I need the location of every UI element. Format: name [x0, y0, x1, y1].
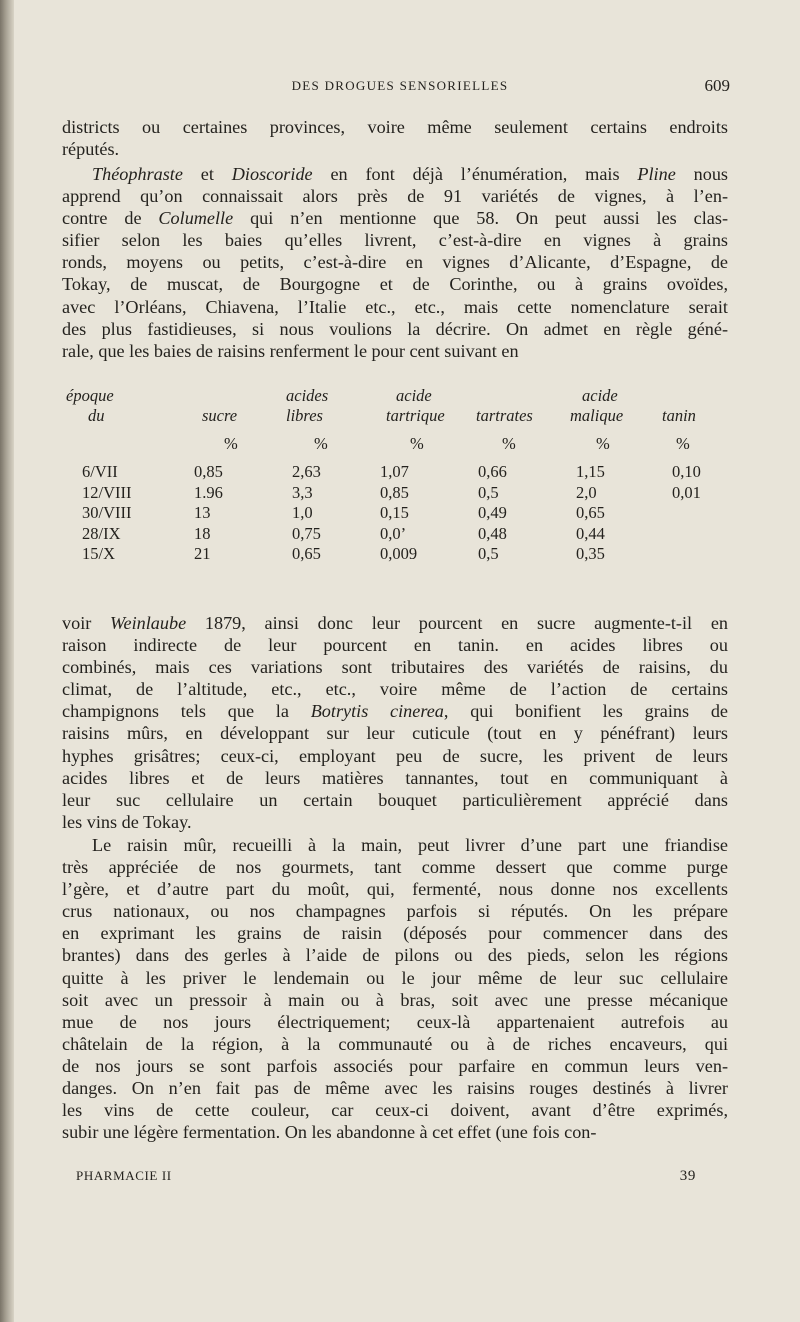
text-line: raisins mûrs, en développant sur leur cuticule (tout en y pénéfrant) leurs — [62, 723, 728, 744]
unit-cell: % — [224, 434, 238, 453]
row-date-cell: 15/X — [82, 544, 115, 563]
table-cell: 0,66 — [478, 462, 507, 481]
text-line: subir une légère fermentation. On les abandonne à cet effet (une fois con- — [62, 1122, 597, 1143]
running-header — [60, 76, 740, 98]
header-libres: libres — [286, 406, 323, 425]
text-line: réputés. — [62, 139, 120, 160]
text-line: sifier selon les baies qu’elles livrent, c’est-à-dire en vignes à grains — [62, 230, 728, 251]
text-line: les vins de Tokay. — [62, 811, 192, 832]
table-cell: 21 — [194, 544, 211, 563]
unit-cell: % — [314, 434, 328, 453]
table-cell: 0,10 — [672, 462, 701, 481]
text-line: leur suc cellulaire un certain bouquet particulièrement apprécié dans — [62, 789, 728, 810]
text-line: châtelain de la région, à la communauté ou à de riches encaveurs, qui — [62, 1033, 728, 1054]
header-epoque: époque — [66, 386, 114, 405]
header-acide-tartrique: acide — [396, 386, 432, 405]
table-cell: 0,0’ — [380, 523, 407, 543]
row-date-cell: 12/VIII — [82, 482, 132, 502]
header-tartrique: tartrique — [386, 406, 445, 425]
table-cell: 0,49 — [478, 503, 507, 522]
header-tanin: tanin — [662, 406, 696, 425]
text-line: acides libres et de leurs matières tannantes, tout en communiquant à — [62, 767, 728, 788]
text-line: très appréciée de nos gourmets, tant comme dessert que comme purge — [62, 857, 728, 878]
table-cell: 0,35 — [576, 544, 605, 563]
header-sucre: sucre — [202, 406, 238, 425]
table-cell: 3,3 — [292, 482, 313, 502]
table-cell: 2,63 — [292, 462, 321, 481]
header-du: du — [88, 406, 105, 425]
text-line: avec l’Orléans, Chiavena, l’Italie etc., etc., mais cette nomenclature serait — [62, 296, 728, 317]
table-header-bottom — [66, 406, 726, 426]
text-line: champignons tels que la Botrytis cinerea, qui bonifient les grains de — [62, 701, 728, 722]
header-tartrates: tartrates — [476, 406, 533, 425]
table-cell: 13 — [194, 503, 211, 522]
table-cell: 0,85 — [194, 462, 223, 481]
table-units-row — [66, 434, 726, 458]
footer-signature-number: 39 — [679, 1168, 696, 1184]
table-cell: 0,48 — [478, 523, 507, 543]
table-cell: 2,0 — [576, 482, 597, 502]
text-line: Le raisin mûr, recueilli à la main, peut livrer d’une part une friandise — [92, 835, 728, 855]
header-malique: malique — [570, 406, 624, 425]
text-line: les vins de cette couleur, car ceux-ci doivent, avant d’être exprimés, — [62, 1100, 728, 1121]
text-line: l’gère, et d’autre part du moût, qui, fermenté, nous donne nos excellents — [62, 879, 728, 900]
table-cell: 0,15 — [380, 503, 409, 522]
text-line: ronds, moyens ou petits, c’est-à-dire en vignes d’Alicante, d’Espagne, de — [62, 252, 728, 273]
table-cell: 0,65 — [292, 544, 321, 563]
row-date-cell: 28/IX — [82, 523, 121, 543]
text-line: raison indirecte de leur pourcent en tanin. en acides libres ou — [62, 635, 728, 656]
paragraph-3 — [62, 612, 728, 833]
text-line: brantes) dans des gerles à l’aide de pilons ou des pieds, selon les régions — [62, 945, 728, 966]
paragraph-4 — [62, 834, 728, 1143]
row-date-cell: 30/VIII — [82, 503, 132, 522]
text-line: quitte à les priver le lendemain ou le jour même de leur suc cellulaire — [62, 967, 728, 988]
text-line: districts ou certaines provinces, voire même seulement certains endroits — [62, 117, 728, 137]
table-cell: 0,009 — [380, 544, 418, 563]
text-line: Théophraste et Dioscoride en font déjà l’énumération, mais Pline nous — [92, 164, 728, 184]
unit-cell: % — [676, 434, 690, 453]
unit-cell: % — [410, 434, 424, 453]
text-line: crus nationaux, ou nos champagnes parfois si réputés. On les prépare — [62, 901, 728, 922]
table-row — [66, 462, 726, 483]
text-line: apprend qu’on connaissait alors près de 91 variétés de vignes, à l’en- — [62, 186, 728, 207]
composition-table — [66, 386, 726, 565]
header-acides: acides — [286, 386, 329, 405]
table-header-top — [66, 386, 726, 406]
table-row — [66, 483, 726, 504]
table-cell: 0,5 — [478, 544, 499, 563]
text-line: en exprimant les grains de raisin (déposés pour commencer dans des — [62, 923, 728, 944]
running-title: DES DROGUES SENSORIELLES — [291, 78, 509, 93]
text-line: contre de Columelle qui n’en mentionne que 58. On peut aussi les clas- — [62, 208, 729, 229]
page-footer — [76, 1168, 696, 1184]
row-date-cell: 6/VII — [82, 462, 118, 481]
text-line: combinés, mais ces variations sont tributaires des variétés de raisins, du — [62, 657, 728, 678]
text-line: de nos jours se sont parfois associés pour parfaire en commun leurs ven- — [62, 1055, 728, 1076]
header-acide-malique: acide — [582, 386, 618, 405]
text-line: hyphes grisâtres; ceux-ci, employant peu de sucre, les privent de leurs — [62, 745, 728, 766]
table-cell: 0,85 — [380, 482, 409, 502]
table-cell: 18 — [194, 523, 211, 543]
table-cell: 0,5 — [478, 482, 499, 502]
table-cell: 1,0 — [292, 503, 313, 522]
table-body — [66, 462, 726, 565]
page-number: 609 — [704, 76, 730, 95]
table-row — [66, 503, 726, 524]
paragraph-2 — [62, 163, 728, 362]
unit-cell: % — [596, 434, 610, 453]
table-cell: 1,07 — [380, 462, 409, 481]
text-line: voir Weinlaube 1879, ainsi donc leur pourcent en sucre augmente-t-il en — [62, 613, 728, 633]
text-line: danges. On n’en fait pas de même avec les raisins rouges destinés à livrer — [62, 1078, 728, 1099]
text-line: climat, de l’altitude, etc., etc., voire même de l’action de certains — [62, 679, 728, 700]
text-line: des plus fastidieuses, si nous voulions la décrire. On admet en règle géné- — [62, 318, 728, 339]
table-cell: 0,01 — [672, 482, 701, 502]
text-line: soit avec un pressoir à main ou à bras, soit avec une presse mécanique — [62, 989, 728, 1010]
table-row — [66, 524, 726, 545]
table-row — [66, 544, 726, 565]
table-cell: 0,75 — [292, 523, 321, 543]
table-cell: 0,65 — [576, 503, 605, 522]
table-cell: 0,44 — [576, 523, 605, 543]
text-line: rale, que les baies de raisins renferment le pour cent suivant en — [62, 340, 519, 361]
unit-cell: % — [502, 434, 516, 453]
table-cell: 1.96 — [194, 482, 223, 502]
table-cell: 1,15 — [576, 462, 605, 481]
text-line: Tokay, de muscat, de Bourgogne et de Corinthe, ou à grains ovoïdes, — [62, 274, 728, 295]
text-line: mue de nos jours électriquement; ceux-là appartenaient autrefois au — [62, 1011, 728, 1032]
paragraph-1 — [62, 116, 728, 160]
footer-volume: PHARMACIE II — [76, 1168, 172, 1183]
